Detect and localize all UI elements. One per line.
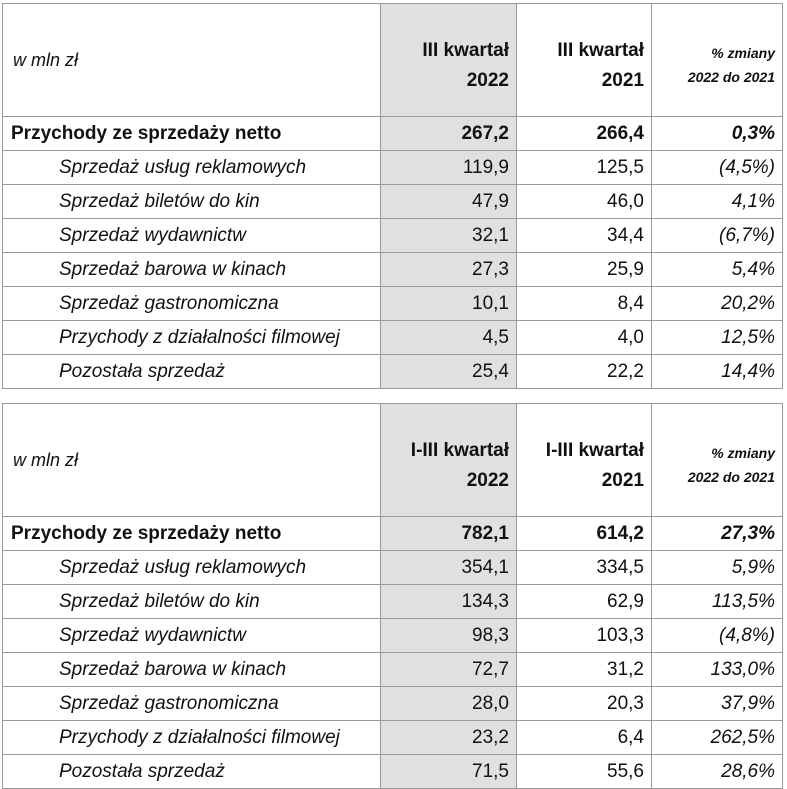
value-change: 12,5% [652,321,783,355]
table-row [3,321,783,355]
revenue-tables [0,3,787,789]
row-label: Przychody ze sprzedaży netto [3,117,381,151]
value-2021: 334,5 [517,551,652,585]
value-2021: 20,3 [517,687,652,721]
value-2022: 72,7 [381,653,517,687]
value-2022: 267,2 [381,117,517,151]
value-2021: 22,2 [517,355,652,389]
value-change: 0,3% [652,117,783,151]
table-row [3,687,783,721]
row-label: Sprzedaż biletów do kin [3,185,381,219]
table-header-row [3,4,783,117]
value-change: 14,4% [652,355,783,389]
table-row [3,619,783,653]
value-change: 20,2% [652,287,783,321]
value-2022: 71,5 [381,755,517,789]
value-2022: 10,1 [381,287,517,321]
value-2022: 134,3 [381,585,517,619]
table-row [3,219,783,253]
column-header-change: % zmiany 2022 do 2021 [652,4,783,117]
value-2022: 782,1 [381,517,517,551]
value-2021: 31,2 [517,653,652,687]
quarterly-revenue-table [2,3,783,389]
value-2021: 8,4 [517,287,652,321]
table-row [3,287,783,321]
column-header-2021: I-III kwartał 2021 [517,404,652,517]
table-row [3,551,783,585]
value-2021: 4,0 [517,321,652,355]
row-label: Sprzedaż barowa w kinach [3,653,381,687]
value-2022: 4,5 [381,321,517,355]
value-change: 5,4% [652,253,783,287]
value-2021: 125,5 [517,151,652,185]
row-label: Sprzedaż barowa w kinach [3,253,381,287]
ytd-revenue-table [2,403,783,789]
row-label: Sprzedaż usług reklamowych [3,151,381,185]
value-2022: 28,0 [381,687,517,721]
unit-label: w mln zł [3,404,381,517]
table-row [3,653,783,687]
value-change: 4,1% [652,185,783,219]
value-2022: 119,9 [381,151,517,185]
row-label: Sprzedaż gastronomiczna [3,287,381,321]
value-2021: 34,4 [517,219,652,253]
value-2021: 6,4 [517,721,652,755]
column-header-2022: III kwartał 2022 [381,4,517,117]
value-change: 133,0% [652,653,783,687]
value-2021: 266,4 [517,117,652,151]
column-header-change: % zmiany 2022 do 2021 [652,404,783,517]
value-2021: 103,3 [517,619,652,653]
table-row [3,721,783,755]
value-2021: 62,9 [517,585,652,619]
value-change: 262,5% [652,721,783,755]
row-label: Sprzedaż biletów do kin [3,585,381,619]
value-2021: 614,2 [517,517,652,551]
row-label: Przychody z działalności filmowej [3,321,381,355]
value-2022: 25,4 [381,355,517,389]
table-row [3,253,783,287]
table-row [3,355,783,389]
value-change: (4,8%) [652,619,783,653]
value-2022: 354,1 [381,551,517,585]
value-2022: 32,1 [381,219,517,253]
value-change: 5,9% [652,551,783,585]
unit-label: w mln zł [3,4,381,117]
value-2022: 23,2 [381,721,517,755]
column-header-2021: III kwartał 2021 [517,4,652,117]
row-label: Pozostała sprzedaż [3,355,381,389]
value-2021: 25,9 [517,253,652,287]
value-2022: 47,9 [381,185,517,219]
table-gap [0,389,787,403]
table-row [3,185,783,219]
value-change: (6,7%) [652,219,783,253]
table-row [3,585,783,619]
value-change: 113,5% [652,585,783,619]
value-2022: 98,3 [381,619,517,653]
row-label: Sprzedaż gastronomiczna [3,687,381,721]
total-row [3,517,783,551]
value-change: 28,6% [652,755,783,789]
value-change: 27,3% [652,517,783,551]
value-change: 37,9% [652,687,783,721]
row-label: Pozostała sprzedaż [3,755,381,789]
table-row [3,151,783,185]
value-change: (4,5%) [652,151,783,185]
row-label: Sprzedaż usług reklamowych [3,551,381,585]
table-header-row [3,404,783,517]
row-label: Przychody z działalności filmowej [3,721,381,755]
table-row [3,755,783,789]
row-label: Sprzedaż wydawnictw [3,619,381,653]
value-2022: 27,3 [381,253,517,287]
row-label: Przychody ze sprzedaży netto [3,517,381,551]
value-2021: 55,6 [517,755,652,789]
value-2021: 46,0 [517,185,652,219]
row-label: Sprzedaż wydawnictw [3,219,381,253]
column-header-2022: I-III kwartał 2022 [381,404,517,517]
total-row [3,117,783,151]
